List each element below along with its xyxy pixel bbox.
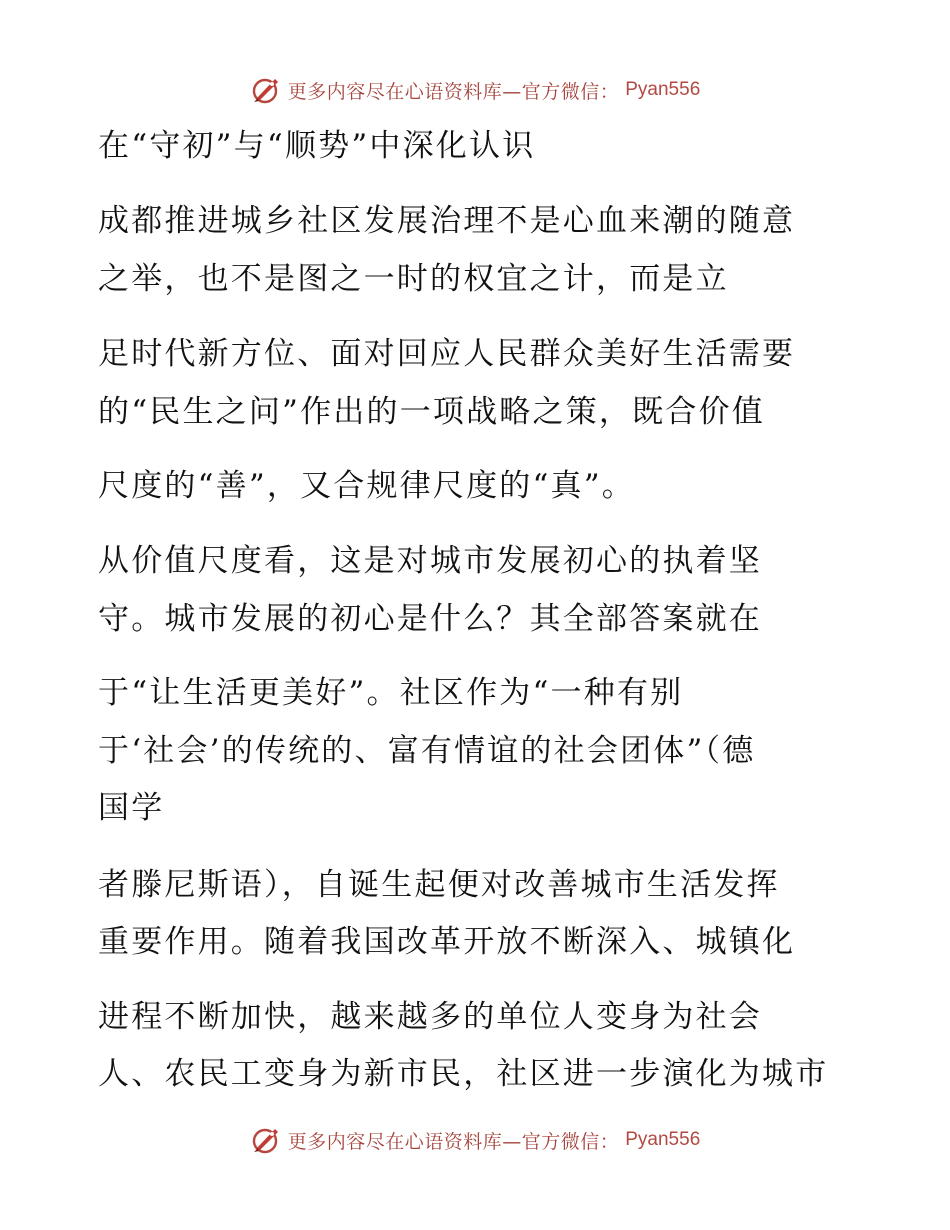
section-heading: 在“守初”与“顺势”中深化认识 bbox=[98, 128, 536, 164]
quill-pen-logo-icon bbox=[250, 74, 282, 106]
header-banner bbox=[0, 70, 950, 110]
paragraph-line: 守。城市发展的初心是什么？其全部答案就在 bbox=[98, 601, 762, 637]
paragraph-line: 尺度的“善”，又合规律尺度的“真”。 bbox=[98, 468, 635, 504]
paragraph-line: 的“民生之问”作出的一项战略之策，既合价值 bbox=[98, 394, 765, 430]
paragraph-line: 之举，也不是图之一时的权宜之计，而是立 bbox=[98, 261, 729, 297]
paragraph-line: 从价值尺度看，这是对城市发展初心的执着坚 bbox=[98, 543, 762, 579]
paragraph-line: 足时代新方位、面对回应人民群众美好生活需要 bbox=[98, 336, 796, 372]
banner-text: 更多内容尽在心语资料库—官方微信： bbox=[287, 1130, 620, 1153]
paragraph-line: 国学 bbox=[98, 790, 165, 826]
paragraph-line: 进程不断加快，越来越多的单位人变身为社会 bbox=[98, 999, 762, 1035]
quill-pen-logo-icon bbox=[250, 1124, 282, 1156]
paragraph-line: 于‘社会’的传统的、富有情谊的社会团体”（德 bbox=[98, 733, 756, 769]
paragraph-line: 重要作用。随着我国改革开放不断深入、城镇化 bbox=[98, 924, 796, 960]
paragraph-line: 者滕尼斯语），自诞生起便对改善城市生活发挥 bbox=[98, 867, 780, 903]
paragraph-line: 于“让生活更美好”。社区作为“一种有别 bbox=[98, 675, 684, 711]
wechat-id: Pyan556 bbox=[625, 79, 701, 100]
banner-text: 更多内容尽在心语资料库—官方微信： bbox=[287, 80, 620, 103]
wechat-id: Pyan556 bbox=[625, 1129, 701, 1150]
footer-banner bbox=[0, 1120, 950, 1160]
paragraph-line: 人、农民工变身为新市民，社区进一步演化为城市 bbox=[98, 1056, 829, 1092]
paragraph-line: 成都推进城乡社区发展治理不是心血来潮的随意 bbox=[98, 203, 796, 239]
